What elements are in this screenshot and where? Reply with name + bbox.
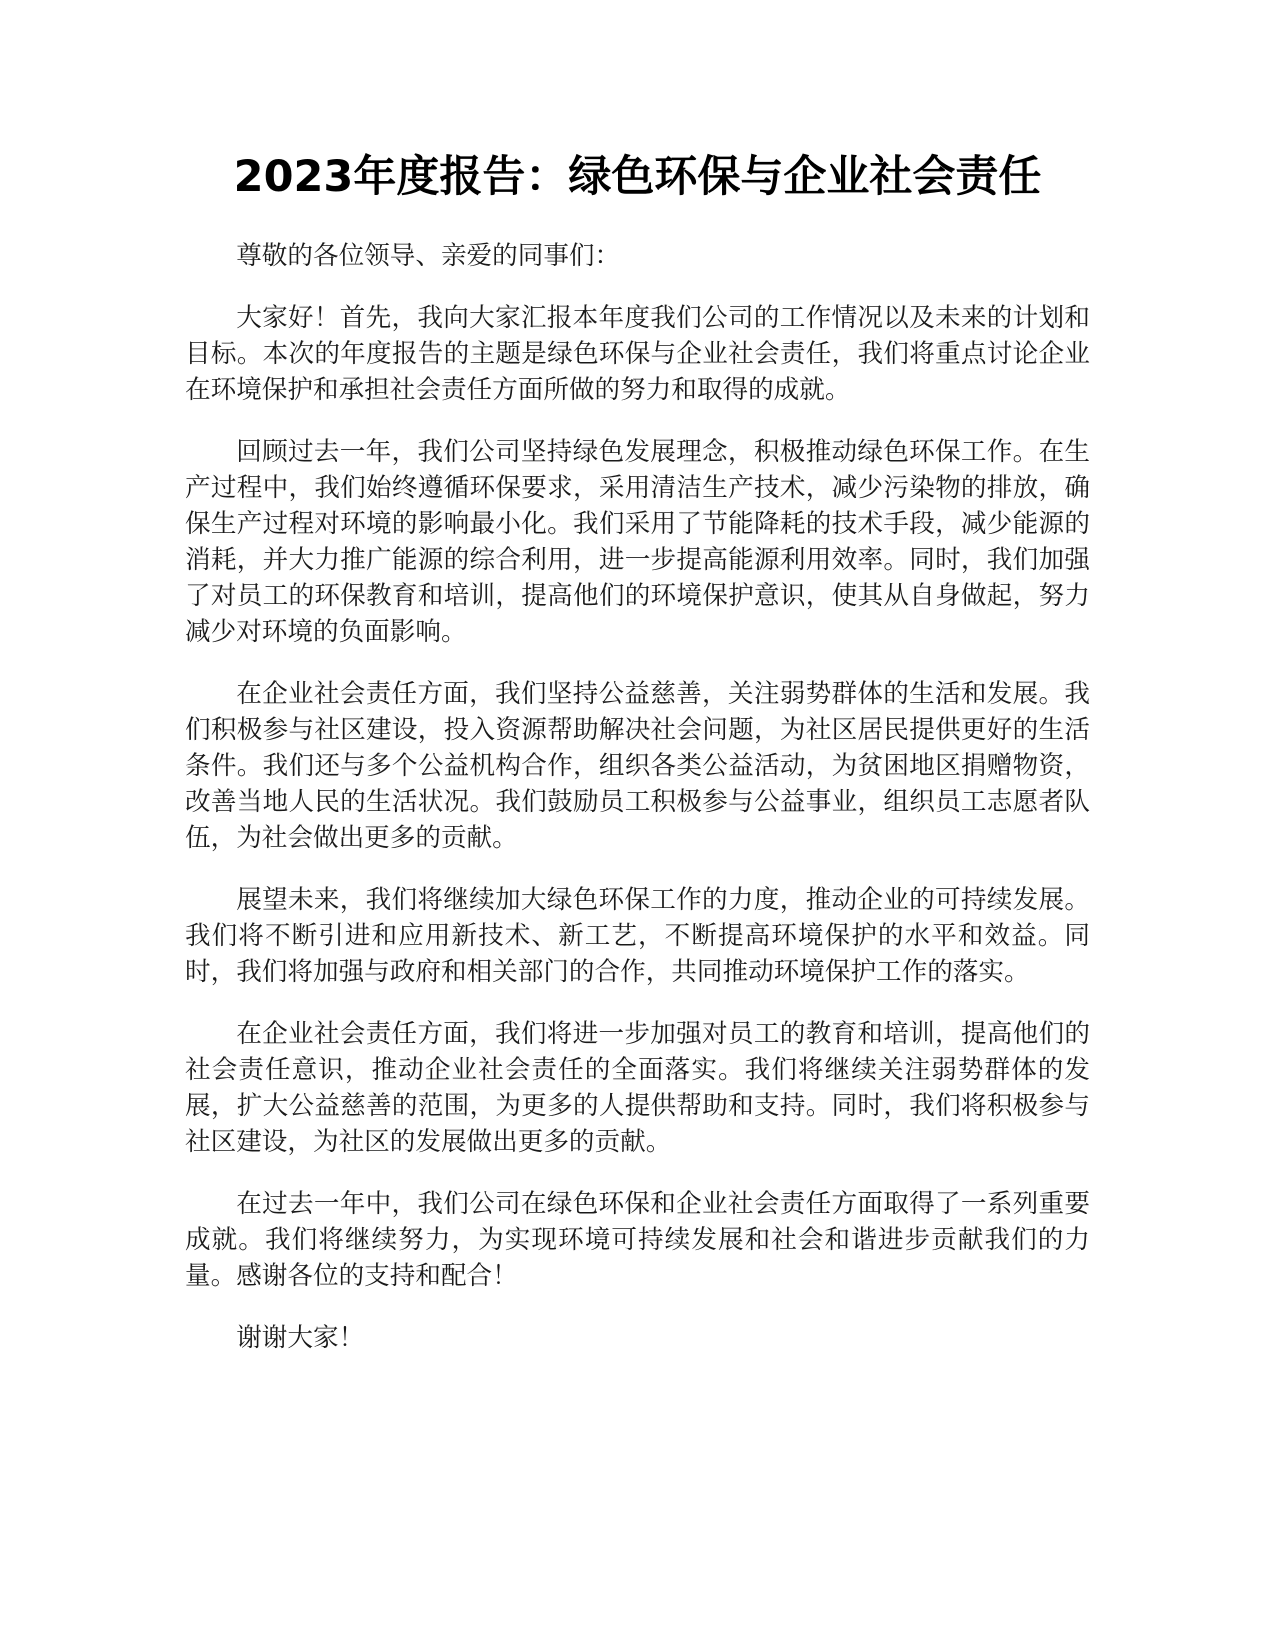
body-paragraph: 大家好！首先，我向大家汇报本年度我们公司的工作情况以及未来的计划和目标。本次的年度报告的主题是绿色环保与企业社会责任，我们将重点讨论企业在环境保护和承担社会责任方面所做的努力和取得的成就。 bbox=[185, 303, 1090, 405]
document-title: 2023年度报告：绿色环保与企业社会责任 bbox=[233, 152, 1042, 202]
body-paragraph: 在过去一年中，我们公司在绿色环保和企业社会责任方面取得了一系列重要成就。我们将继续努力，为实现环境可持续发展和社会和谐进步贡献我们的力量。感谢各位的支持和配合！ bbox=[185, 1189, 1090, 1291]
salutation-paragraph: 尊敬的各位领导、亲爱的同事们： bbox=[236, 241, 621, 271]
body-paragraph: 展望未来，我们将继续加大绿色环保工作的力度，推动企业的可持续发展。我们将不断引进和应用新技术、新工艺，不断提高环境保护的水平和效益。同时，我们将加强与政府和相关部门的合作，共同推动环境保护工作的落实。 bbox=[185, 885, 1090, 987]
closing-paragraph: 谢谢大家！ bbox=[236, 1323, 365, 1353]
body-paragraph: 在企业社会责任方面，我们将进一步加强对员工的教育和培训，提高他们的社会责任意识，推动企业社会责任的全面落实。我们将继续关注弱势群体的发展，扩大公益慈善的范围，为更多的人提供帮助和支持。同时，我们将积极参与社区建设，为社区的发展做出更多的贡献。 bbox=[185, 1019, 1090, 1157]
document-body bbox=[185, 238, 1090, 1382]
body-paragraph: 在企业社会责任方面，我们坚持公益慈善，关注弱势群体的生活和发展。我们积极参与社区建设，投入资源帮助解决社会问题，为社区居民提供更好的生活条件。我们还与多个公益机构合作，组织各类公益活动，为贫困地区捐赠物资，改善当地人民的生活状况。我们鼓励员工积极参与公益事业，组织员工志愿者队伍，为社会做出更多的贡献。 bbox=[185, 679, 1090, 853]
body-paragraph: 回顾过去一年，我们公司坚持绿色发展理念，积极推动绿色环保工作。在生产过程中，我们始终遵循环保要求，采用清洁生产技术，减少污染物的排放，确保生产过程对环境的影响最小化。我们采用了节能降耗的技术手段，减少能源的消耗，并大力推广能源的综合利用，进一步提高能源利用效率。同时，我们加强了对员工的环保教育和培训，提高他们的环境保护意识，使其从自身做起，努力减少对环境的负面影响。 bbox=[185, 437, 1090, 647]
